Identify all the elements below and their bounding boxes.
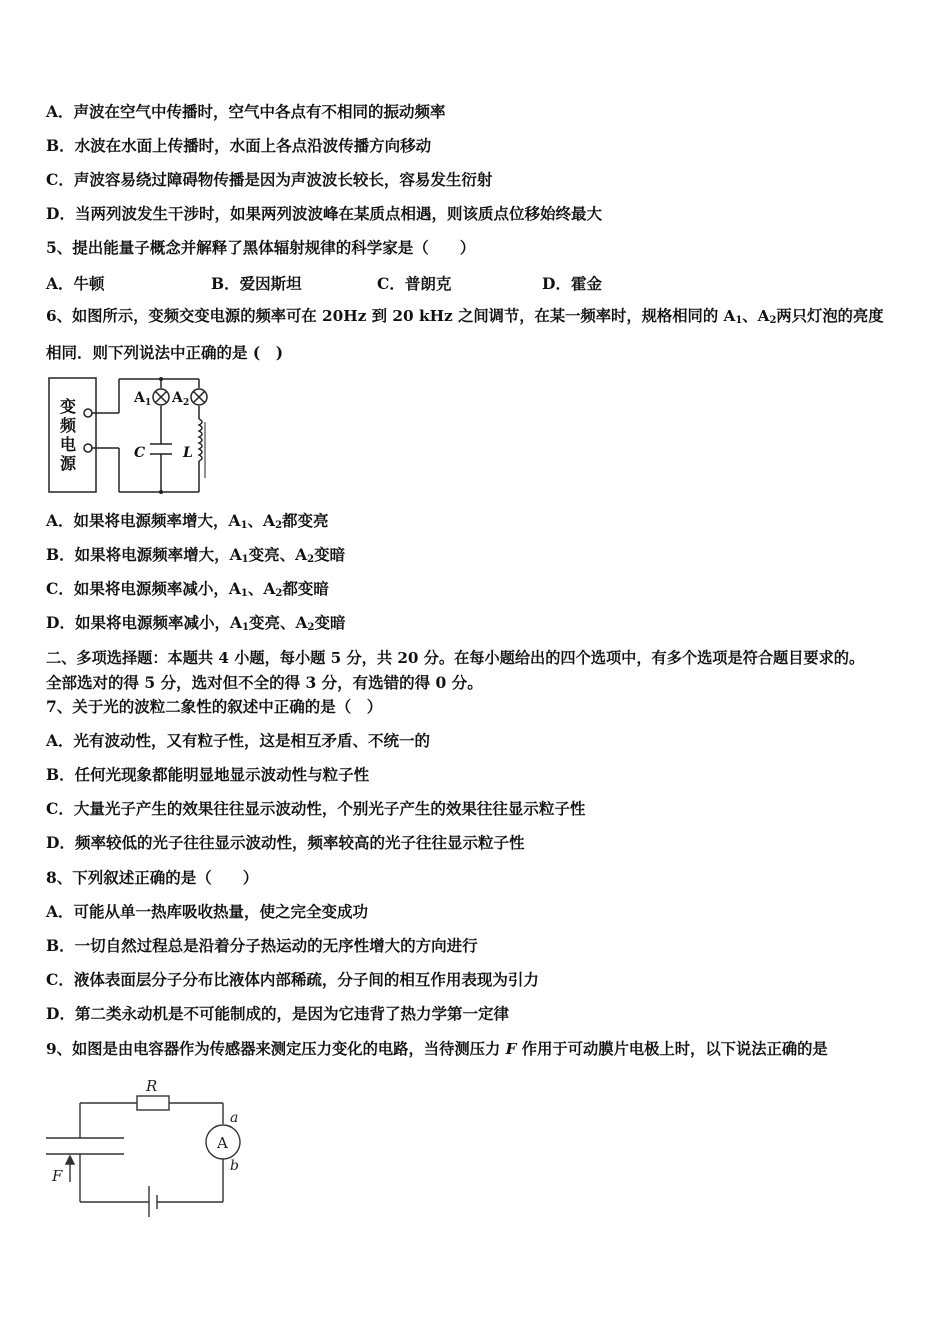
q7-option-a: A．光有波动性，又有粒子性，这是相互矛盾、不统一的 — [46, 731, 431, 750]
lamp-a2-sub: 2 — [183, 398, 190, 408]
q6-option-b: B．如果将电源频率增大，$A_1$变亮、$A_2$变暗 — [46, 545, 346, 565]
q6-stem-line1: 6、如图所示，变频交变电源的频率可在 20Hz 到 20 kHz 之间调节，在某一频率时，规格相同的 $A_1$、$A_2$两只灯泡的亮度 — [46, 307, 884, 326]
terminal-bottom — [84, 444, 92, 452]
source-label-2: 频 — [60, 416, 77, 435]
q6-option-d: D．如果将电源频率减小，$A_1$变亮、$A_2$变暗 — [46, 613, 346, 633]
q4-option-b: B．水波在水面上传播时，水面上各点沿波传播方向移动 — [46, 136, 432, 155]
inductor-label: L — [183, 445, 193, 461]
q7-option-d: D．频率较低的光子往往显示波动性，频率较高的光子往往显示粒子性 — [46, 833, 525, 852]
lamp-a1-sub: 1 — [145, 398, 152, 408]
q4-option-d: D．当两列波发生干涉时，如果两列波波峰在某质点相遇，则该质点位移始终最大 — [46, 204, 602, 223]
q5-option-a: A．牛顿 — [46, 274, 105, 293]
resistor-icon — [137, 1096, 169, 1110]
source-label-3: 电 — [60, 435, 77, 454]
q5-stem: 5、提出能量子概念并解释了黑体辐射规律的科学家是（ ） — [46, 238, 476, 257]
capacitor-label: C — [134, 445, 146, 461]
q6-circuit-figure — [46, 374, 216, 498]
q6-option-a: A．如果将电源频率增大，$A_1$、$A_2$都变亮 — [46, 511, 329, 531]
q8-option-c: C．液体表面层分子分布比液体内部稀疏，分子间的相互作用表现为引力 — [46, 970, 539, 989]
q8-option-b: B．一切自然过程总是沿着分子热运动的无序性增大的方向进行 — [46, 936, 478, 955]
q8-option-d: D．第二类永动机是不可能制成的，是因为它违背了热力学第一定律 — [46, 1004, 509, 1023]
q7-option-b: B．任何光现象都能明显地显示波动性与粒子性 — [46, 765, 370, 784]
q8-stem: 8、下列叙述正确的是（ ） — [46, 868, 259, 887]
section2-heading-line2: 全部选对的得 5 分，选对但不全的得 3 分，有选错的得 0 分。 — [46, 673, 483, 692]
ammeter-label: A — [217, 1134, 228, 1152]
q9-circuit-figure — [40, 1072, 250, 1217]
q5-option-b: B．爱因斯坦 — [211, 274, 302, 293]
q9-stem: 9、如图是由电容器作为传感器来测定压力变化的电路，当待测压力 F 作用于可动膜片电极上时，以下说法正确的是 — [46, 1040, 828, 1058]
q5-option-c: C．普朗克 — [377, 274, 452, 293]
terminal-top — [84, 409, 92, 417]
source-label-4: 源 — [60, 454, 77, 473]
q7-option-c: C．大量光子产生的效果往往显示波动性，个别光子产生的效果往往显示粒子性 — [46, 799, 586, 818]
resistor-label: R — [146, 1077, 158, 1095]
q6-option-c: C．如果将电源频率减小，$A_1$、$A_2$都变暗 — [46, 579, 329, 599]
inductor-coil — [199, 419, 202, 461]
q4-option-a: A．声波在空气中传播时，空气中各点有不相同的振动频率 — [46, 102, 446, 121]
lamp-a1-label: A — [134, 390, 145, 406]
node-a-label: a — [230, 1110, 239, 1126]
force-label: F — [52, 1167, 63, 1185]
force-arrow-icon — [66, 1156, 74, 1164]
q5-option-d: D．霍金 — [542, 274, 602, 293]
lamp-a2-label: A — [172, 390, 183, 406]
q6-stem-line2: 相同．则下列说法中正确的是 ( ) — [46, 343, 284, 362]
node-b-label: b — [230, 1158, 239, 1174]
q4-option-c: C．声波容易绕过障碍物传播是因为声波波长较长，容易发生衍射 — [46, 170, 493, 189]
q7-stem: 7、关于光的波粒二象性的叙述中正确的是（ ） — [46, 697, 383, 716]
section2-heading-line1: 二、多项选择题：本题共 4 小题，每小题 5 分，共 20 分。在每小题给出的四个选项中，有多个选项是符合题目要求的。 — [46, 649, 865, 667]
source-label-1: 变 — [60, 397, 77, 416]
q8-option-a: A．可能从单一热库吸收热量，使之完全变成功 — [46, 902, 369, 921]
